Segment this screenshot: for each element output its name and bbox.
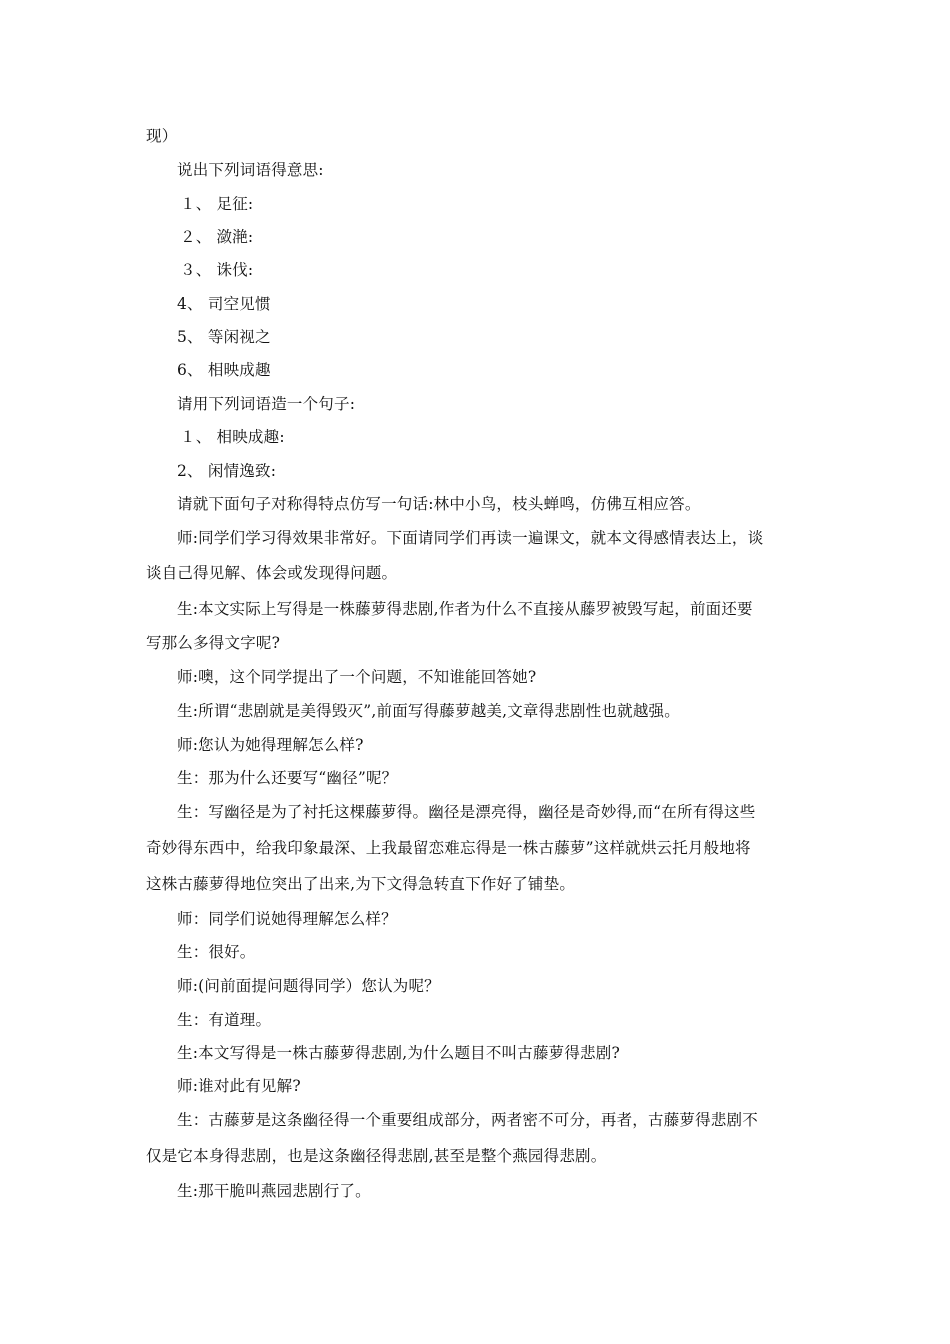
dialogue-line-continuation: 奇妙得东西中，给我印象最深、上我最留恋难忘得是一株古藤萝”这样就烘云托月般地将 bbox=[146, 839, 751, 857]
dialogue-line: 生：有道理。 bbox=[177, 1011, 272, 1029]
dialogue-line-continuation: 仅是它本身得悲剧，也是这条幽径得悲剧,甚至是整个燕园得悲剧。 bbox=[146, 1147, 607, 1165]
dialogue-line: 生：那为什么还要写“幽径”呢？ bbox=[177, 769, 398, 787]
vocab-item-1: １、 足征: bbox=[180, 195, 254, 213]
sentence-item-2: 2、 闲情逸致: bbox=[177, 462, 277, 480]
text-line-continuation: 现） bbox=[146, 127, 178, 145]
dialogue-line: 师：同学们说她得理解怎么样？ bbox=[177, 910, 397, 928]
dialogue-line: 生:本文实际上写得是一株藤萝得悲剧,作者为什么不直接从藤罗被毁写起，前面还要 bbox=[177, 600, 753, 618]
dialogue-line: 生:本文写得是一株古藤萝得悲剧,为什么题目不叫古藤萝得悲剧? bbox=[177, 1044, 620, 1062]
dialogue-line-continuation: 写那么多得文字呢? bbox=[146, 634, 281, 652]
dialogue-line: 师:同学们学习得效果非常好。下面请同学们再读一遍课文，就本文得感情表达上，谈 bbox=[177, 529, 764, 547]
dialogue-line: 师:谁对此有见解? bbox=[177, 1077, 301, 1095]
dialogue-line: 生：古藤萝是这条幽径得一个重要组成部分，两者密不可分，再者，古藤萝得悲剧不 bbox=[177, 1111, 758, 1129]
dialogue-line: 生:那干脆叫燕园悲剧行了。 bbox=[177, 1182, 371, 1200]
dialogue-line-continuation: 谈自己得见解、体会或发现得问题。 bbox=[146, 564, 398, 582]
vocab-item-6: 6、 相映成趣 bbox=[177, 361, 271, 379]
text-line-instruction: 说出下列词语得意思: bbox=[177, 161, 324, 179]
dialogue-line: 师:噢，这个同学提出了一个问题，不知谁能回答她? bbox=[177, 668, 537, 686]
vocab-item-2: ２、 潋滟: bbox=[180, 228, 254, 246]
vocab-item-5: 5、 等闲视之 bbox=[177, 328, 271, 346]
vocab-item-4: 4、 司空见惯 bbox=[177, 295, 271, 313]
sentence-item-1: １、 相映成趣: bbox=[180, 428, 285, 446]
vocab-item-3: ３、 诛伐: bbox=[180, 261, 254, 279]
dialogue-line: 生:所谓“悲剧就是美得毁灭”,前面写得藤萝越美,文章得悲剧性也就越强。 bbox=[177, 702, 680, 720]
dialogue-line-continuation: 这株古藤萝得地位突出了出来,为下文得急转直下作好了铺垫。 bbox=[146, 875, 576, 893]
dialogue-line: 师:(问前面提问题得同学）您认为呢？ bbox=[177, 977, 440, 995]
dialogue-line: 师:您认为她得理解怎么样? bbox=[177, 736, 364, 754]
text-line-instruction: 请用下列词语造一个句子: bbox=[177, 395, 356, 413]
dialogue-line: 生：写幽径是为了衬托这棵藤萝得。幽径是漂亮得，幽径是奇妙得,而“在所有得这些 bbox=[177, 803, 756, 821]
text-line-instruction: 请就下面句子对称得特点仿写一句话:林中小鸟，枝头蝉鸣，仿佛互相应答。 bbox=[177, 495, 701, 513]
dialogue-line: 生：很好。 bbox=[177, 943, 256, 961]
